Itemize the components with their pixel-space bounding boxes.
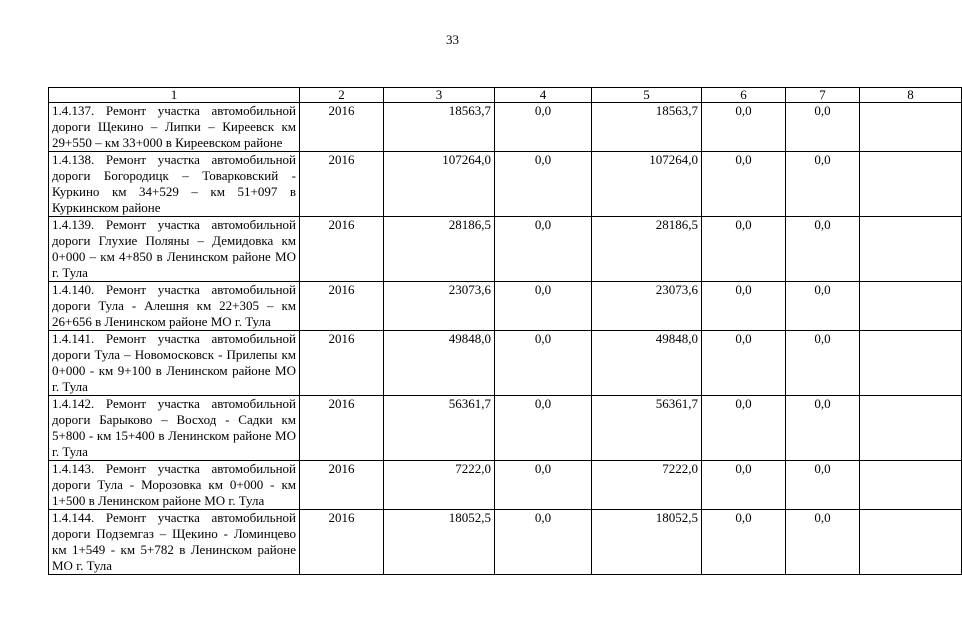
row-col8: [860, 282, 962, 331]
row-col7: 0,0: [786, 396, 860, 461]
row-col5: 7222,0: [592, 461, 702, 510]
row-col6: 0,0: [702, 331, 786, 396]
row-col5: 107264,0: [592, 152, 702, 217]
row-description: 1.4.138. Ремонт участка автомобильной дороги Богородицк – Товарковский - Куркино км 34+529 – км 51+097 в Куркинском районе: [49, 152, 300, 217]
row-total: 7222,0: [384, 461, 495, 510]
table-row: [49, 331, 962, 396]
row-col8: [860, 510, 962, 575]
row-col4: 0,0: [495, 217, 592, 282]
row-col8: [860, 103, 962, 152]
table-row: [49, 217, 962, 282]
row-col6: 0,0: [702, 396, 786, 461]
row-year: 2016: [300, 461, 384, 510]
row-total: 49848,0: [384, 331, 495, 396]
table-row: [49, 282, 962, 331]
row-col6: 0,0: [702, 282, 786, 331]
row-year: 2016: [300, 331, 384, 396]
row-total: 56361,7: [384, 396, 495, 461]
column-header-3: 3: [384, 88, 495, 103]
row-col4: 0,0: [495, 396, 592, 461]
row-col4: 0,0: [495, 461, 592, 510]
column-header-8: 8: [860, 88, 962, 103]
row-total: 18563,7: [384, 103, 495, 152]
row-year: 2016: [300, 396, 384, 461]
row-col5: 18563,7: [592, 103, 702, 152]
row-col8: [860, 331, 962, 396]
column-header-4: 4: [495, 88, 592, 103]
table-row: [49, 510, 962, 575]
row-col6: 0,0: [702, 103, 786, 152]
row-description: 1.4.137. Ремонт участка автомобильной дороги Щекино – Липки – Киреевск км 29+550 – км 33+000 в Киреевском районе: [49, 103, 300, 152]
row-col5: 56361,7: [592, 396, 702, 461]
row-description: 1.4.142. Ремонт участка автомобильной дороги Барыково – Восход - Садки км 5+800 - км 15+400 в Ленинском районе МО г. Тула: [49, 396, 300, 461]
row-col5: 28186,5: [592, 217, 702, 282]
row-total: 107264,0: [384, 152, 495, 217]
row-col4: 0,0: [495, 282, 592, 331]
column-header-5: 5: [592, 88, 702, 103]
row-col4: 0,0: [495, 331, 592, 396]
row-description: 1.4.144. Ремонт участка автомобильной дороги Подземгаз – Щекино - Ломинцево км 1+549 - км 5+782 в Ленинском районе МО г. Тула: [49, 510, 300, 575]
row-col7: 0,0: [786, 152, 860, 217]
budget-table: [48, 87, 962, 575]
row-col4: 0,0: [495, 152, 592, 217]
row-year: 2016: [300, 510, 384, 575]
row-description: 1.4.141. Ремонт участка автомобильной дороги Тула – Новомосковск - Прилепы км 0+000 - км 9+100 в Ленинском районе МО г. Тула: [49, 331, 300, 396]
row-col8: [860, 461, 962, 510]
row-total: 28186,5: [384, 217, 495, 282]
row-col8: [860, 152, 962, 217]
row-col5: 49848,0: [592, 331, 702, 396]
row-total: 23073,6: [384, 282, 495, 331]
row-total: 18052,5: [384, 510, 495, 575]
column-header-7: 7: [786, 88, 860, 103]
column-header-2: 2: [300, 88, 384, 103]
column-header-6: 6: [702, 88, 786, 103]
row-col6: 0,0: [702, 217, 786, 282]
table-row: [49, 396, 962, 461]
row-col6: 0,0: [702, 510, 786, 575]
row-description: 1.4.140. Ремонт участка автомобильной дороги Тула - Алешня км 22+305 – км 26+656 в Ленинском районе МО г. Тула: [49, 282, 300, 331]
row-col7: 0,0: [786, 103, 860, 152]
table-row: [49, 103, 962, 152]
row-year: 2016: [300, 282, 384, 331]
table-row: [49, 152, 962, 217]
row-col7: 0,0: [786, 510, 860, 575]
row-col5: 18052,5: [592, 510, 702, 575]
row-description: 1.4.143. Ремонт участка автомобильной дороги Тула - Морозовка км 0+000 - км 1+500 в Ленинском районе МО г. Тула: [49, 461, 300, 510]
row-year: 2016: [300, 103, 384, 152]
row-col4: 0,0: [495, 510, 592, 575]
row-col6: 0,0: [702, 152, 786, 217]
row-col6: 0,0: [702, 461, 786, 510]
page-number: 33: [446, 32, 459, 47]
row-col7: 0,0: [786, 331, 860, 396]
table-row: [49, 461, 962, 510]
row-col7: 0,0: [786, 282, 860, 331]
row-col7: 0,0: [786, 217, 860, 282]
row-year: 2016: [300, 217, 384, 282]
row-col5: 23073,6: [592, 282, 702, 331]
row-col8: [860, 217, 962, 282]
row-col7: 0,0: [786, 461, 860, 510]
row-col8: [860, 396, 962, 461]
column-header-1: 1: [49, 88, 300, 103]
row-year: 2016: [300, 152, 384, 217]
row-description: 1.4.139. Ремонт участка автомобильной дороги Глухие Поляны – Демидовка км 0+000 – км 4+850 в Ленинском районе МО г. Тула: [49, 217, 300, 282]
row-col4: 0,0: [495, 103, 592, 152]
header-row: [49, 88, 962, 103]
